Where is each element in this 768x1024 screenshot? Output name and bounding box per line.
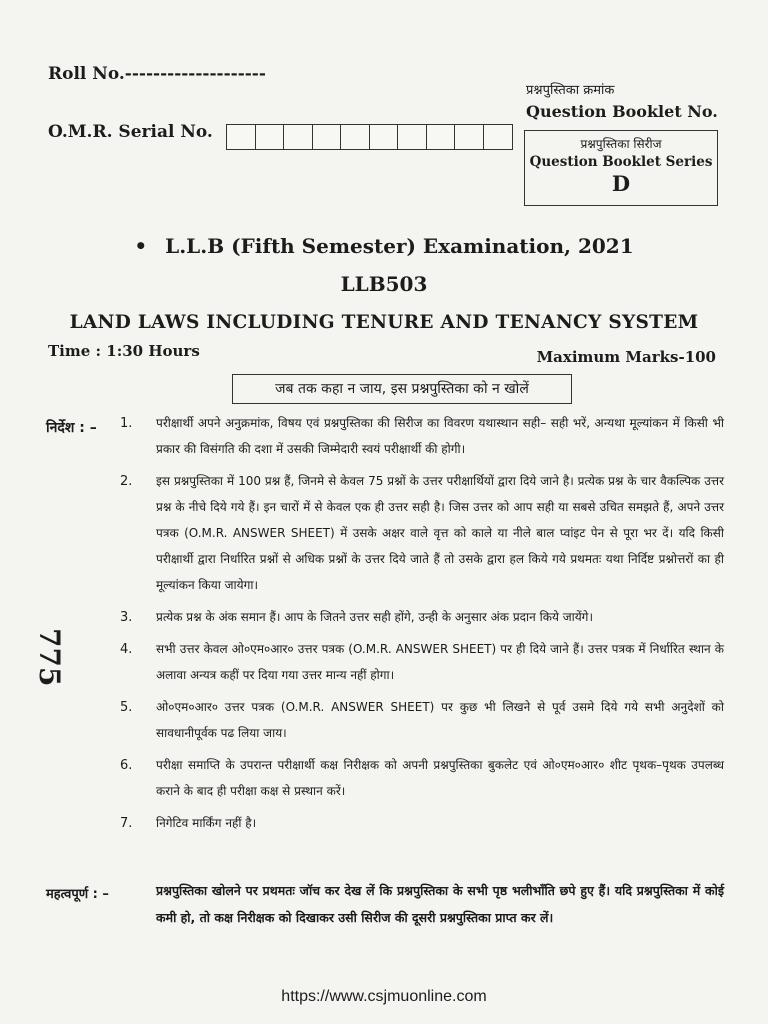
series-label: Question Booklet Series [529,154,713,170]
exam-title: L.L.B (Fifth Semester) Examination, 2021 [165,234,634,258]
omr-digit-box[interactable] [426,124,456,150]
omr-digit-box[interactable] [226,124,256,150]
instruction-item [120,474,724,598]
important-label: महत्वपूर्ण : – [46,887,109,902]
omr-serial-boxes [226,124,511,150]
do-not-open-warning: जब तक कहा न जाय, इस प्रश्नपुस्तिका को न खोलें [232,374,572,404]
instruction-number: 7. [120,816,133,831]
omr-digit-box[interactable] [255,124,285,150]
course-code: LLB503 [340,272,428,296]
instruction-number: 5. [120,700,133,715]
omr-digit-box[interactable] [483,124,513,150]
booklet-no-hindi: प्रश्नपुस्तिका क्रमांक [526,83,615,98]
omr-digit-box[interactable] [369,124,399,150]
omr-digit-box[interactable] [397,124,427,150]
instruction-item [120,700,724,746]
instruction-number: 3. [120,610,133,625]
instruction-item [120,642,724,688]
instruction-text: इस प्रश्नपुस्तिका में 100 प्रश्न हैं, जिनमे से केवल 75 प्रश्नों के उत्तर परीक्षार्थियों द्वारा दिये जाने है। प्रत्येक प्रश्न के चार वैकल्पिक उत्तर प्रश्न के नीचे दिये गये हैं। इन चारों में से केवल एक ही उत्तर सही है। जिस उत्तर को आप सही या सबसे उचित समझते हैं, अपने उत्तर पत्रक (O.M.R. ANSWER SHEET) में उसके अक्षर वाले वृत्त को काले या नीले बाल प्वांइट पेन से पूरा भर दें। यदि किसी परीक्षार्थी द्वारा निर्धारित प्रश्नों से अधिक प्रश्नों के उत्तर दिये जाते हैं तो उसके द्वारा हल किये गये प्रथमतः यथा निर्दिष्ट प्रश्नोत्तरों का ही मूल्यांकन किया जायेगा। [156,474,725,592]
instructions-list [120,416,724,848]
instruction-text: प्रत्येक प्रश्न के अंक समान हैं। आप के जितने उत्तर सही होंगे, उन्ही के अनुसार अंक प्रदान किये जायेंगे। [156,610,593,624]
omr-digit-box[interactable] [283,124,313,150]
instruction-number: 1. [120,416,133,431]
omr-serial-label: O.M.R. Serial No. [48,122,213,142]
roll-no-field: Roll No.-------------------- [48,64,266,84]
omr-digit-box[interactable] [340,124,370,150]
series-hindi: प्रश्नपुस्तिका सिरीज [580,137,662,151]
instruction-text: ओ०एम०आर० उत्तर पत्रक (O.M.R. ANSWER SHEET) पर कुछ भी लिखने से पूर्व उसमे दिये गये सभी अनुदेशों को सावधानीपूर्वक पढ लिया जाय। [156,700,724,740]
exam-time: Time : 1:30 Hours [48,342,200,360]
instruction-item [120,816,724,836]
instruction-number: 2. [120,474,133,489]
instruction-text: परीक्षार्थी अपने अनुक्रमांक, विषय एवं प्रश्नपुस्तिका की सिरीज का विवरण यथास्थान सही– सही भरें, अन्यथा मूल्यांकन में किसी भी प्रकार की विसंगति की दशा में उसकी जिम्मेदारी स्वयं परीक्षार्थी की होगी। [156,416,724,456]
series-letter: D [611,171,631,196]
instruction-item [120,610,724,630]
instruction-number: 4. [120,642,133,657]
subject-title: LAND LAWS INCLUDING TENURE AND TENANCY SYSTEM [69,312,699,333]
instruction-item [120,416,724,462]
omr-digit-box[interactable] [312,124,342,150]
instruction-item [120,758,724,804]
booklet-series-box [524,130,718,206]
omr-digit-box[interactable] [454,124,484,150]
exam-title-line [0,234,768,258]
instruction-text: परीक्षा समाप्ति के उपरान्त परीक्षार्थी कक्ष निरीक्षक को अपनी प्रश्नपुस्तिका बुकलेट एवं ओ०एम०आर० शीट पृथक–पृथक उपलब्ध कराने के बाद ही परीक्षा कक्ष से प्रस्थान करें। [156,758,724,798]
instruction-number: 6. [120,758,133,773]
instruction-text: निगेटिव मार्किंग नहीं है। [156,816,257,830]
bullet-icon: • [134,234,148,258]
side-number: 775 [33,628,66,687]
footer-url[interactable]: https://www.csjmuonline.com [281,988,487,1005]
important-note: प्रश्नपुस्तिका खोलने पर प्रथमतः जॉच कर देख लें कि प्रश्नपुस्तिका के सभी पृष्ठ भलीभाँति छपे हुए हैं। यदि प्रश्नपुस्तिका में कोई कमी हो, तो कक्ष निरीक्षक को दिखाकर उसी सिरीज की दूसरी प्रश्नपुस्तिका प्राप्त कर लें। [156,883,724,925]
instructions-label: निर्देश : – [46,420,97,436]
instruction-text: सभी उत्तर केवल ओ०एम०आर० उत्तर पत्रक (O.M.R. ANSWER SHEET) पर ही दिये जाने हैं। उत्तर पत्रक में निर्धारित स्थान के अलावा अन्यत्र कहीं पर दिया गया उत्तर मान्य नहीं होगा। [156,642,724,682]
max-marks: Maximum Marks-100 [536,348,716,366]
booklet-no-label: Question Booklet No. [526,102,718,121]
